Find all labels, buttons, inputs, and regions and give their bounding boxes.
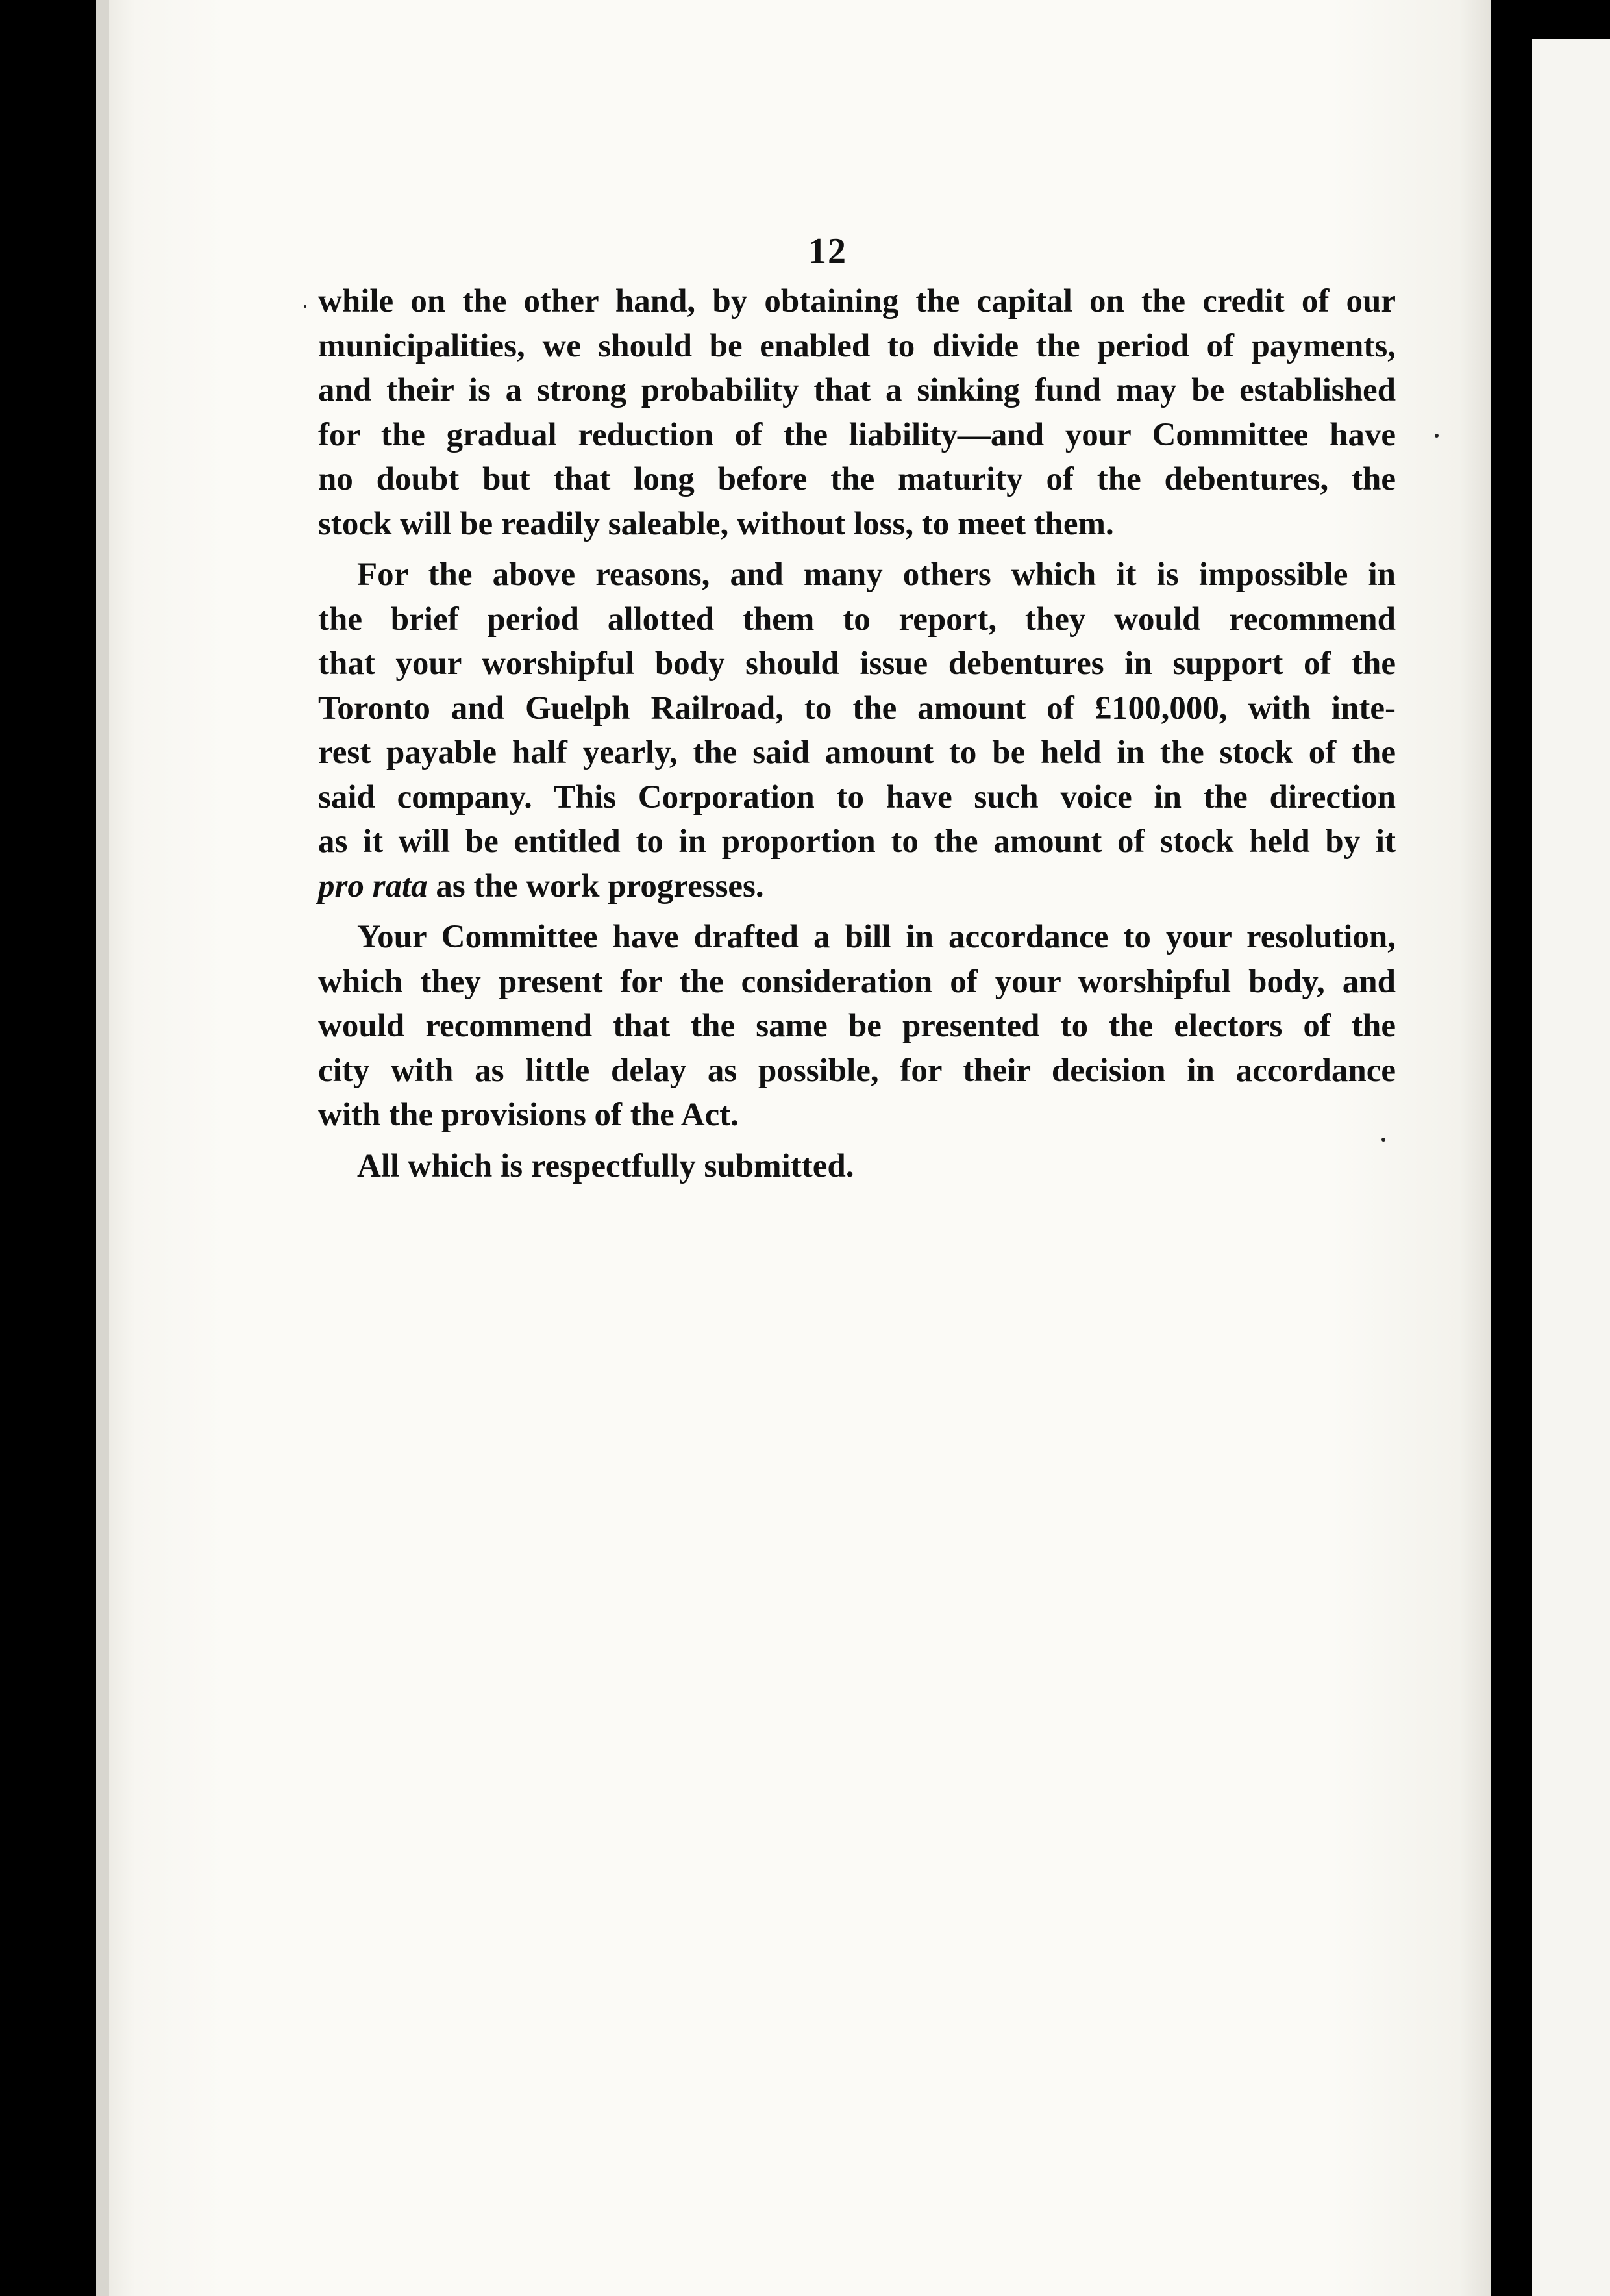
signoff: All which is respectfully submitted. xyxy=(357,1147,854,1184)
paragraph-2 xyxy=(318,553,1396,908)
text-line: rest payable half yearly, the said amount to be held in the stock of the xyxy=(318,734,1396,771)
text-line: that your worshipful body should issue debentures in support of the xyxy=(318,645,1396,682)
text-line: and their is a strong probability that a sinking fund may be established xyxy=(318,372,1396,408)
text-line: which they present for the consideration of your worshipful body, and xyxy=(318,963,1396,1000)
paragraph-3 xyxy=(318,915,1396,1138)
ink-speck xyxy=(1435,434,1439,438)
text-line: while on the other hand, by obtaining the capital on the credit of our xyxy=(318,283,1396,319)
text-line: with the provisions of the Act. xyxy=(318,1097,739,1133)
text-line: Your Committee have drafted a bill in accordance to your resolution, xyxy=(357,919,1396,955)
ink-speck xyxy=(304,305,306,308)
text-line: said company. This Corporation to have such voice in the direction xyxy=(318,779,1396,816)
paragraph-1 xyxy=(318,279,1396,546)
page-edge-shadow xyxy=(96,0,109,2296)
ink-speck xyxy=(1381,1138,1385,1142)
text-line: stock will be readily saleable, without loss, to meet them. xyxy=(318,505,1114,542)
text-line xyxy=(318,864,1396,909)
text-line: city with as little delay as possible, for their decision in accordance xyxy=(318,1052,1396,1089)
text-line: the brief period allotted them to report, they would recommend xyxy=(318,601,1396,638)
page-number: 12 xyxy=(808,231,847,271)
text-line: For the above reasons, and many others which it is impossible in xyxy=(357,556,1396,593)
text-line: Toronto and Guelph Railroad, to the amount of £100,000, with inte- xyxy=(318,690,1396,727)
adjacent-page-edge xyxy=(1532,39,1610,2296)
body-text xyxy=(318,279,1396,1188)
italic-phrase: pro rata xyxy=(318,867,428,905)
text-line: no doubt but that long before the maturity of the debentures, the xyxy=(318,461,1396,497)
text-fragment: as the work progresses. xyxy=(427,867,764,905)
text-line: municipalities, we should be enabled to divide the period of payments, xyxy=(318,327,1396,364)
text-line: would recommend that the same be presented to the electors of the xyxy=(318,1008,1396,1044)
text-line: for the gradual reduction of the liability—and your Committee have xyxy=(318,416,1396,453)
text-line: as it will be entitled to in proportion to the amount of stock held by it xyxy=(318,823,1396,860)
